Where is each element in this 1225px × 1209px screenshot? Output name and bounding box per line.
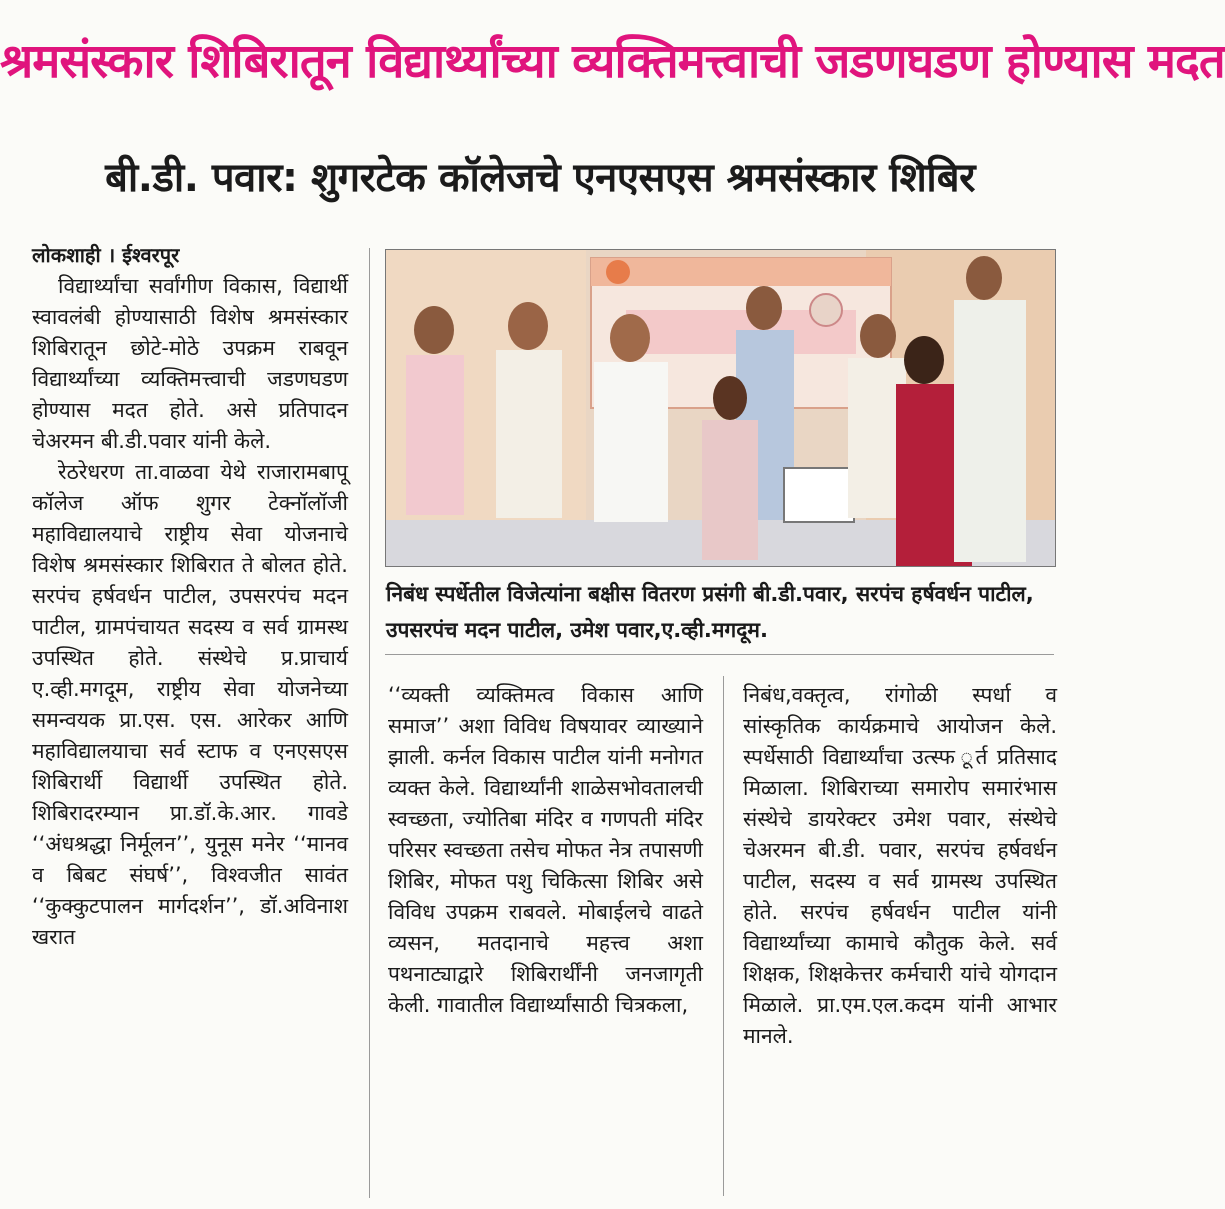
article-column-2	[388, 680, 703, 1021]
column-divider	[369, 248, 370, 1198]
column-divider-2	[723, 676, 724, 1196]
caption-divider	[385, 654, 1054, 655]
news-photo	[385, 249, 1056, 567]
headline: श्रमसंस्कार शिबिरातून विद्यार्थ्यांच्या व्यक्तिमत्त्वाची जडणघडण होण्यास मदत	[0, 34, 1225, 89]
paragraph-4: निबंध,वक्तृत्व, रांगोळी स्पर्धा व सांस्कृतिक कार्यक्रमाचे आयोजन केले. स्पर्धेसाठी विद्यार्थ्यांचा उत्स्फ ूर्त प्रतिसाद मिळाला. शिबिराच्या समारोप समारंभास संस्थेचे डायरेक्टर उमेश पवार, संस्थेचे चेअरमन बी.डी. पवार, सरपंच हर्षवर्धन पाटील, सदस्य व सर्व ग्रामस्थ उपस्थित होते. सरपंच हर्षवर्धन पाटील यांनी विद्यार्थ्यांच्या कामाचे कौतुक केले. सर्व शिक्षक, शिक्षकेत्तर कर्मचारी यांचे योगदान मिळाले. प्रा.एम.एल.कदम यांनी आभार मानले.	[743, 683, 1057, 1048]
article-column-1	[32, 240, 348, 953]
subheadline: बी.डी. पवार: शुगरटेक कॉलेजचे एनएसएस श्रमसंस्कार शिबिर	[105, 155, 975, 201]
photo-caption: निबंध स्पर्धेतील विजेत्यांना बक्षीस वितरण प्रसंगी बी.डी.पवार, सरपंच हर्षवर्धन पाटील, उपसरपंच मदन पाटील, उमेश पवार,ए.व्ही.मगदूम.	[386, 582, 1034, 642]
paragraph-3: ‘‘व्यक्ती व्यक्तिमत्व विकास आणि समाज’’ अशा विविध विषयावर व्याख्याने झाली. कर्नल विकास पाटील यांनी मनोगत व्यक्त केले. विद्यार्थ्यांनी शाळेसभोवतालची स्वच्छता, ज्योतिबा मंदिर व गणपती मंदिर परिसर स्वच्छता तसेच मोफत नेत्र तपासणी शिबिर, मोफत पशु चिकित्सा शिबिर असे विविध उपक्रम राबवले. मोबाईलचे वाढते व्यसन, मतदानाचे महत्त्व अशा पथनाट्याद्वारे शिबिरार्थींनी जनजागृती केली. गावातील विद्यार्थ्यांसाठी चित्रकला,	[388, 683, 703, 1017]
paragraph-2: रेठरेधरण ता.वाळवा येथे राजारामबापू कॉलेज ऑफ शुगर टेक्नॉलॉजी महाविद्यालयाचे राष्ट्रीय सेवा योजनाचे विशेष श्रमसंस्कार शिबिरात ते बोलत होते. सरपंच हर्षवर्धन पाटील, उपसरपंच मदन पाटील, ग्रामपंचायत सदस्य व सर्व ग्रामस्थ उपस्थित होते. संस्थेचे प्र.प्राचार्य ए.व्ही.मगदूम, राष्ट्रीय सेवा योजनेच्या समन्वयक प्रा.एस. एस. आरेकर आणि महाविद्यालयाचा सर्व स्टाफ व एनएसएस शिबिरार्थी विद्यार्थी उपस्थित होते. शिबिरादरम्यान प्रा.डॉ.के.आर. गावडे ‘‘अंधश्रद्धा निर्मूलन’’, युनूस मनेर ‘‘मानव व बिबट संघर्ष’’, विश्वजीत सावंत ‘‘कुक्कुटपालन मार्गदर्शन’’, डॉ.अविनाश खरात	[32, 460, 348, 949]
dateline: लोकशाही । ईश्वरपूर	[32, 243, 180, 267]
paragraph-1: विद्यार्थ्यांचा सर्वांगीण विकास, विद्यार्थी स्वावलंबी होण्यासाठी विशेष श्रमसंस्कार शिबिरातून छोटे-मोठे उपक्रम राबवून विद्यार्थ्यांच्या व्यक्तिमत्त्वाची जडणघडण होण्यास मदत होते. असे प्रतिपादन चेअरमन बी.डी.पवार यांनी केले.	[32, 274, 348, 453]
article-column-3	[743, 680, 1057, 1052]
